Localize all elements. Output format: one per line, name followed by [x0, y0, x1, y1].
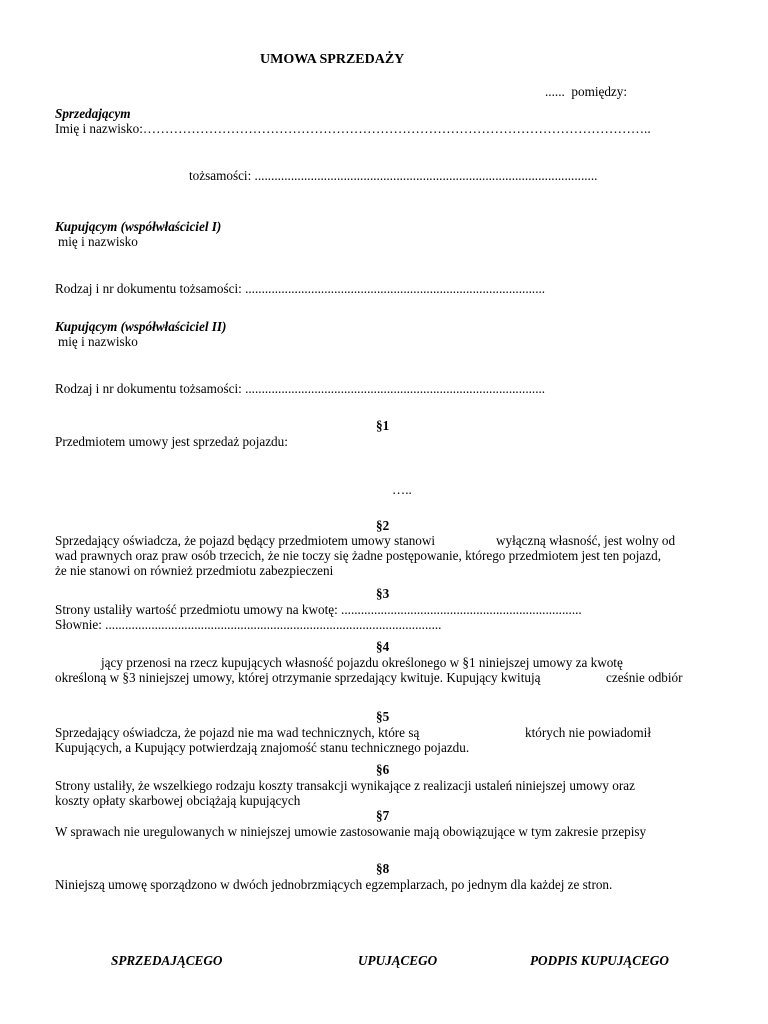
buyer1-heading: Kupującym (współwłaściciel I) — [55, 219, 222, 234]
buyer2-name-line: mię i nazwisko — [58, 334, 138, 349]
buyer1-id-line: Rodzaj i nr dokumentu tożsamości: ........................................................................................... — [55, 281, 546, 296]
section-5-text-line1b: których nie powiadomił — [525, 725, 651, 740]
section-8-heading: §8 — [376, 861, 390, 876]
seller-heading: Sprzedającym — [55, 106, 131, 121]
section-6-text-line1: Strony ustaliły, że wszelkiego rodzaju koszty transakcji wynikające z realizacji ustaleń niniejszej umowy oraz — [55, 778, 635, 793]
section-3-amount-line: Strony ustaliły wartość przedmiotu umowy na kwotę: ......................................................................... — [55, 602, 582, 617]
section-5-text-line1a: Sprzedający oświadcza, że pojazd nie ma wad technicznych, które są — [55, 725, 420, 740]
section-1-vehicle-dots: ….. — [392, 482, 412, 497]
section-3-words-line: Słownie: ...................................................................................................... — [55, 617, 442, 632]
section-4-heading: §4 — [376, 639, 390, 654]
section-6-heading: §6 — [376, 762, 390, 777]
section-3-heading: §3 — [376, 586, 390, 601]
section-2-text-line1b: wyłączną własność, jest wolny od — [496, 533, 676, 548]
seller-id-line: tożsamości: ........................................................................................................ — [189, 168, 598, 183]
section-5-text-line2: Kupujących, a Kupujący potwierdzają znajomość stanu technicznego pojazdu. — [55, 740, 470, 755]
section-4-text-line2b: cześnie odbiór — [606, 670, 683, 685]
section-2-text-line2: wad prawnych oraz praw osób trzecich, że nie toczy się żadne postępowanie, którego przedmiotem jest ten pojazd, — [55, 548, 662, 563]
buyer2-id-line: Rodzaj i nr dokumentu tożsamości: ........................................................................................... — [55, 381, 546, 396]
seller-name-line: Imię i nazwisko:…………………………………………………………………………………………………….. — [55, 121, 651, 136]
signature-buyer2-label: PODPIS KUPUJĄCEGO — [530, 953, 669, 968]
buyer1-name-line: mię i nazwisko — [58, 234, 138, 249]
section-2-heading: §2 — [376, 518, 390, 533]
section-1-heading: §1 — [376, 418, 390, 433]
buyer2-heading: Kupującym (współwłaściciel II) — [55, 319, 227, 334]
section-7-text-line1: W sprawach nie uregulowanych w niniejszej umowie zastosowanie mają obowiązujące w tym zakresie przepisy — [55, 824, 647, 839]
document-title: UMOWA SPRZEDAŻY — [260, 52, 405, 67]
section-5-heading: §5 — [376, 709, 390, 724]
section-2-text-line3: że nie stanowi on również przedmiotu zabezpieczeni — [55, 563, 334, 578]
section-2-text-line1a: Sprzedający oświadcza, że pojazd będący przedmiotem umowy stanowi — [55, 533, 436, 548]
contract-date-parties-line: ...... pomiędzy: — [545, 84, 628, 99]
section-1-text: Przedmiotem umowy jest sprzedaż pojazdu: — [55, 434, 288, 449]
signature-seller-label: SPRZEDAJĄCEGO — [111, 953, 223, 968]
section-8-text-line1: Niniejszą umowę sporządzono w dwóch jednobrzmiących egzemplarzach, po jednym dla każdej ze stron. — [55, 877, 613, 892]
section-4-text-line2a: określoną w §3 niniejszej umowy, której otrzymanie sprzedający kwituje. Kupujący kwitują — [55, 670, 541, 685]
section-6-text-line2: koszty opłaty skarbowej obciążają kupujących — [55, 793, 301, 808]
section-4-text-line1: jący przenosi na rzecz kupujących własność pojazdu określonego w §1 niniejszej umowy za kwotę — [101, 655, 623, 670]
signature-buyer1-label: UPUJĄCEGO — [358, 953, 438, 968]
section-7-heading: §7 — [376, 808, 390, 823]
